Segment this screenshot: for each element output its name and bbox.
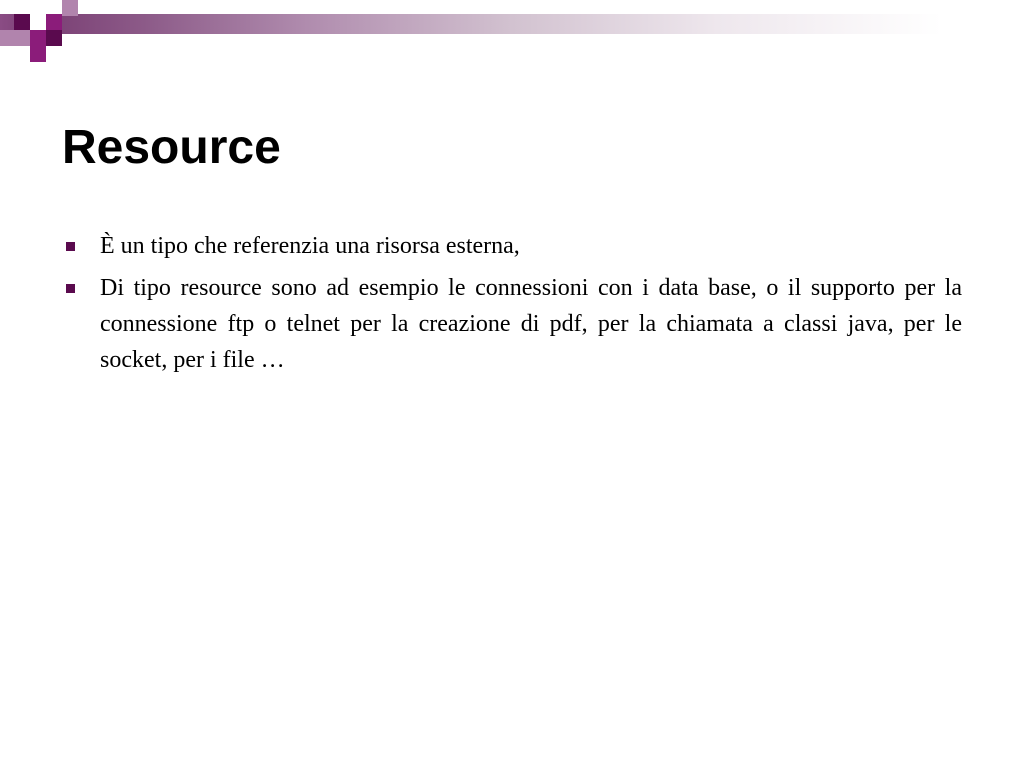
bullet-list: [62, 228, 962, 384]
square-bullet-icon: [66, 242, 75, 251]
decor-square: [14, 30, 30, 46]
decor-square: [30, 46, 46, 62]
bullet-item: [62, 270, 962, 378]
decor-square: [46, 30, 62, 46]
decor-square: [30, 30, 46, 46]
decor-square: [30, 14, 46, 30]
bullet-text: Di tipo resource sono ad esempio le connessioni con i data base, o il supporto per la connessione ftp o telnet per la creazione di pdf, per la chiamata a classi java, per le socket, per i file …: [100, 275, 962, 373]
header-gradient-band: [0, 14, 1024, 34]
decor-square: [46, 14, 62, 30]
square-bullet-icon: [66, 284, 75, 293]
decor-square: [14, 14, 30, 30]
decor-square: [62, 0, 78, 16]
slide-title: Resource: [62, 121, 281, 174]
bullet-item: [62, 228, 962, 264]
bullet-text: È un tipo che referenzia una risorsa esterna,: [100, 233, 520, 259]
